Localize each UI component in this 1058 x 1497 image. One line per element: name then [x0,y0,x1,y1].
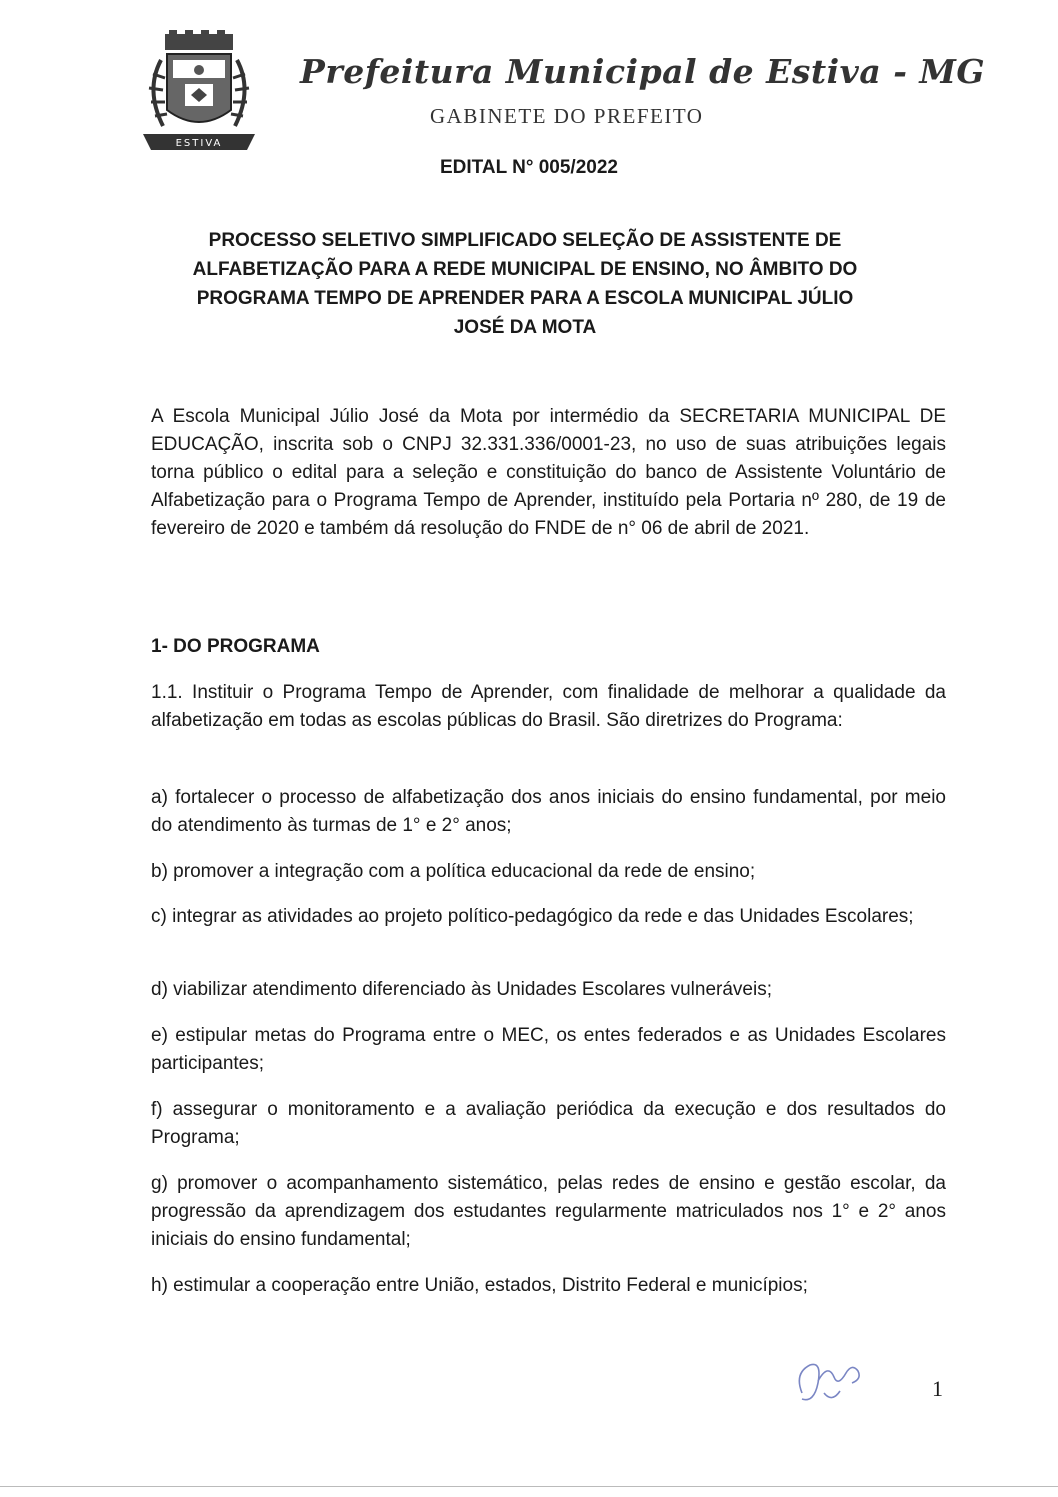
page-number: 1 [932,1376,943,1401]
list-item-c: c) integrar as atividades ao projeto político-pedagógico da rede e das Unidades Escolares; [151,906,914,927]
page-bottom-divider [0,1486,1058,1487]
edital-number: EDITAL N° 005/2022 [440,157,618,178]
list-item-e: e) estipular metas do Programa entre o MEC, os entes federados e as Unidades Escolares participantes; [151,1025,946,1074]
title-line: ALFABETIZAÇÃO PARA A REDE MUNICIPAL DE ENSINO, NO ÂMBITO DO [192,259,858,280]
list-item-f: f) assegurar o monitoramento e a avaliação periódica da execução e dos resultados do Programa; [151,1099,946,1148]
document-title [150,226,900,342]
list-item-b: b) promover a integração com a política educacional da rede de ensino; [151,861,756,882]
title-line: PROGRAMA TEMPO DE APRENDER PARA A ESCOLA MUNICIPAL JÚLIO [196,288,854,309]
list-item-a: a) fortalecer o processo de alfabetização dos anos iniciais do ensino fundamental, por meio do atendimento às turmas de 1° e 2° anos; [151,787,946,836]
crest-label: ESTIVA [175,138,223,149]
title-line: JOSÉ DA MOTA [453,317,597,338]
list-item-d: d) viabilizar atendimento diferenciado às Unidades Escolares vulneráveis; [151,979,772,1000]
municipality-title: Prefeitura Municipal de Estiva - MG [300,52,986,91]
office-subtitle: GABINETE DO PREFEITO [430,104,704,128]
signature-mark [788,1353,868,1413]
title-line: PROCESSO SELETIVO SIMPLIFICADO SELEÇÃO DE ASSISTENTE DE [208,230,842,251]
paragraph-1-1: 1.1. Instituir o Programa Tempo de Aprender, com finalidade de melhorar a qualidade da alfabetização em todas as escolas públicas do Brasil. São diretrizes do Programa: [151,682,946,731]
section-heading: 1- DO PROGRAMA [151,636,320,657]
municipal-crest-logo [135,30,263,160]
list-item-h: h) estimular a cooperação entre União, estados, Distrito Federal e municípios; [151,1275,808,1296]
list-item-g: g) promover o acompanhamento sistemático, pelas redes de ensino e gestão escolar, da progressão da aprendizagem dos estudantes regularmente matriculados nos 1° e 2° anos iniciais do ensino fundamental; [151,1173,946,1250]
intro-paragraph: A Escola Municipal Júlio José da Mota por intermédio da SECRETARIA MUNICIPAL DE EDUCAÇÃO, inscrita sob o CNPJ 32.331.336/0001-23, no uso de suas atribuições legais torna público o edital para a seleção e constituição do banco de Assistente Voluntário de Alfabetização para o Programa Tempo de Aprender, instituído pela Portaria nº 280, de 19 de fevereiro de 2020 e também dá resolução do FNDE de n° 06 de abril de 2021. [151,406,946,539]
